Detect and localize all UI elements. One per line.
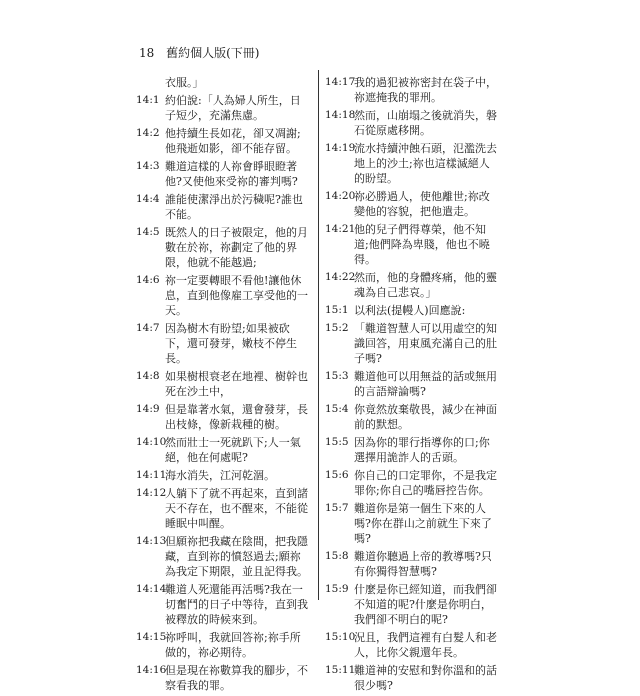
verse-line: 下，還可發芽，嫩枝不停生 bbox=[165, 337, 297, 350]
verse bbox=[325, 270, 503, 300]
verse-text bbox=[165, 534, 313, 579]
verse-number: 15:11 bbox=[325, 664, 356, 676]
verse-line: 得。 bbox=[354, 253, 376, 266]
verse bbox=[325, 189, 503, 219]
verse-number: 14:1 bbox=[136, 94, 160, 106]
verse-line: 他的兒子們得尊榮，他不知 bbox=[354, 223, 486, 236]
verse-number: 15:4 bbox=[325, 403, 349, 415]
verse-line: 況且，我們這裡有白髮人和老 bbox=[354, 631, 497, 644]
verse-number: 15:8 bbox=[325, 550, 349, 562]
verse-number: 14:2 bbox=[136, 127, 160, 139]
verse-line: 如果樹根衰老在地裡、樹幹也 bbox=[165, 370, 308, 383]
verse-line: 人，比你父親還年長。 bbox=[354, 646, 464, 659]
page-header bbox=[139, 46, 259, 60]
verse-line: 但願祢把我藏在陰間，把我隱 bbox=[165, 535, 308, 548]
verse-line: 罪你;你自己的嘴唇控告你。 bbox=[354, 484, 490, 497]
verse-line: 約伯說:「人為婦人所生，日 bbox=[165, 94, 301, 107]
verse-text bbox=[165, 435, 313, 465]
verse-line: 我的過犯被祢密封在袋子中， bbox=[354, 76, 497, 89]
verse-line: 為我定下期限，並且記得我。 bbox=[165, 565, 308, 578]
verse-number: 14:16 bbox=[136, 664, 167, 676]
verse bbox=[136, 402, 313, 432]
verse bbox=[136, 630, 313, 660]
verse bbox=[325, 222, 503, 267]
verse-text bbox=[354, 222, 503, 267]
verse-line: 因為你的罪行指導你的口;你 bbox=[354, 436, 490, 449]
verse-line: 「難道智慧人可以用虛空的知 bbox=[354, 322, 497, 335]
verse-text bbox=[354, 435, 503, 465]
verse-number: 14:9 bbox=[136, 403, 160, 415]
verse bbox=[136, 273, 313, 318]
verse-text bbox=[354, 303, 503, 318]
verse-line: 但是靠著水氣，還會發芽，長 bbox=[165, 403, 308, 416]
verse-text bbox=[354, 582, 503, 627]
verse-line: 絕，他在何處呢? bbox=[165, 451, 248, 464]
verse-number: 14:10 bbox=[136, 436, 167, 448]
verse-number: 14:13 bbox=[136, 535, 167, 547]
verse-line: 然而，山崩塌之後就消失，磐 bbox=[354, 109, 497, 122]
verse-line: 難道你是第一個生下來的人 bbox=[354, 502, 486, 515]
verse-number: 14:12 bbox=[136, 487, 167, 499]
verse-line: 變他的容貌，把他遣走。 bbox=[354, 205, 475, 218]
verse-line: 你自己的口定罪你，不是我定 bbox=[354, 469, 497, 482]
verse-line: 嗎?你在群山之前就生下來了 bbox=[354, 517, 492, 530]
left-column bbox=[136, 75, 313, 696]
verse-text bbox=[165, 225, 313, 270]
verse bbox=[136, 486, 313, 531]
verse-number: 14:14 bbox=[136, 583, 167, 595]
verse-line: 魂為自己悲哀。」 bbox=[354, 286, 437, 299]
verse-line: 祢呼叫，我就回答祢;祢手所 bbox=[165, 631, 301, 644]
verse-line: 子嗎? bbox=[354, 352, 382, 365]
verse-line: 道;他們降為卑賤，他也不曉 bbox=[354, 238, 490, 251]
verse-line: 祢一定要轉眼不看他!讓他休 bbox=[165, 274, 302, 287]
verse-line: 海水消失，江河乾涸。 bbox=[165, 469, 275, 482]
verse bbox=[325, 108, 503, 138]
verse-line: 天不存在，也不醒來，不能從 bbox=[165, 502, 308, 515]
running-title: 舊約個人版(下冊) bbox=[166, 46, 260, 60]
verse-line: 選擇用詭詐人的舌頭。 bbox=[354, 451, 464, 464]
verse-line: 藏，直到祢的憤怒過去;願祢 bbox=[165, 550, 301, 563]
verse-text bbox=[354, 75, 503, 105]
verse-text bbox=[354, 468, 503, 498]
verse-text bbox=[354, 402, 503, 432]
verse-line: 識回答，用東風充滿自己的肚 bbox=[354, 337, 497, 350]
verse-number: 14:21 bbox=[325, 223, 356, 235]
verse-line: 祢遮掩我的罪刑。 bbox=[354, 91, 442, 104]
verse-line: 衣服。」 bbox=[165, 76, 204, 89]
verse-line: 誰能使潔淨出於污穢呢?誰也 bbox=[165, 193, 303, 206]
verse bbox=[325, 303, 503, 318]
verse-line: 他?又使他來受祢的審判嗎? bbox=[165, 175, 298, 188]
verse-line: 前的默想。 bbox=[354, 418, 409, 431]
verse bbox=[136, 582, 313, 627]
verse-line: 長。 bbox=[165, 352, 187, 365]
verse-line: 做的，祢必期待。 bbox=[165, 646, 253, 659]
verse-line: 因為樹木有盼望;如果被砍 bbox=[165, 322, 290, 335]
verse-number: 14:7 bbox=[136, 322, 160, 334]
verse-number: 14:19 bbox=[325, 142, 356, 154]
verse-line: 既然人的日子被限定，他的月 bbox=[165, 226, 308, 239]
verse-line: 他飛逝如影，卻不能存留。 bbox=[165, 142, 297, 155]
verse bbox=[325, 630, 503, 660]
column-divider bbox=[318, 70, 319, 600]
verse bbox=[136, 369, 313, 399]
verse-number: 14:15 bbox=[136, 631, 167, 643]
verse-line: 以利法(提幔人)回應說: bbox=[354, 304, 466, 317]
verse-line: 有你獨得智慧嗎? bbox=[354, 565, 437, 578]
verse-line: 的盼望。 bbox=[354, 172, 398, 185]
verse-number: 15:3 bbox=[325, 370, 349, 382]
verse-line: 什麼是你已經知道，而我們卻 bbox=[354, 583, 497, 596]
verse-text bbox=[165, 630, 313, 660]
verse-line: 被釋放的時候來到。 bbox=[165, 613, 264, 626]
verse-text bbox=[354, 501, 503, 546]
verse-number: 15:1 bbox=[325, 304, 349, 316]
verse-line: 數在於祢，祢劃定了他的界 bbox=[165, 241, 297, 254]
verse-text bbox=[354, 321, 503, 366]
verse-number: 15:7 bbox=[325, 502, 349, 514]
verse-line: 的言語辯論嗎? bbox=[354, 385, 426, 398]
verse-line: 切奮鬥的日子中等待，直到我 bbox=[165, 598, 308, 611]
verse bbox=[136, 663, 313, 693]
verse-line: 很少嗎? bbox=[354, 679, 393, 692]
verse bbox=[136, 534, 313, 579]
verse-line: 死在沙土中， bbox=[165, 385, 231, 398]
verse-number: 14:5 bbox=[136, 226, 160, 238]
verse-line: 不能。 bbox=[165, 208, 198, 221]
verse-text bbox=[354, 108, 503, 138]
verse-text bbox=[165, 582, 313, 627]
verse-number: 14:6 bbox=[136, 274, 160, 286]
verse-line: 嗎? bbox=[354, 532, 371, 545]
verse-number: 15:6 bbox=[325, 469, 349, 481]
verse-number: 15:10 bbox=[325, 631, 356, 643]
verse-line: 睡眠中叫醒。 bbox=[165, 517, 231, 530]
verse bbox=[136, 159, 313, 189]
verse-line: 地上的沙土;祢也這樣滅絕人 bbox=[354, 157, 490, 170]
verse-number: 14:18 bbox=[325, 109, 356, 121]
verse-text bbox=[165, 93, 313, 123]
verse bbox=[325, 549, 503, 579]
verse-text bbox=[354, 663, 503, 693]
verse bbox=[136, 225, 313, 270]
verse bbox=[325, 663, 503, 693]
verse-text bbox=[354, 270, 503, 300]
verse bbox=[325, 402, 503, 432]
page-number: 18 bbox=[139, 46, 155, 60]
verse bbox=[325, 75, 503, 105]
verse-line: 子短少，充滿焦慮。 bbox=[165, 109, 264, 122]
verse-line: 難道你聽過上帝的教導嗎?只 bbox=[354, 550, 492, 563]
verse-line: 息，直到他像雇工享受他的一 bbox=[165, 289, 308, 302]
verse-line: 石從原處移開。 bbox=[354, 124, 431, 137]
verse-line: 然而壯士一死就趴下;人一氣 bbox=[165, 436, 301, 449]
verse-number: 14:20 bbox=[325, 190, 356, 202]
verse-line: 限，他就不能越過; bbox=[165, 256, 257, 269]
verse-text bbox=[165, 468, 313, 483]
verse bbox=[325, 468, 503, 498]
verse-line: 祢必勝過人，使他離世;祢改 bbox=[354, 190, 490, 203]
verse-line: 我們卻不明白的呢? bbox=[354, 613, 448, 626]
verse bbox=[136, 468, 313, 483]
verse-number: 14:22 bbox=[325, 271, 356, 283]
verse-text bbox=[165, 159, 313, 189]
verse-line: 但是現在祢數算我的腳步，不 bbox=[165, 664, 308, 677]
verse bbox=[325, 321, 503, 366]
verse-text bbox=[165, 402, 313, 432]
verse-number: 14:11 bbox=[136, 469, 167, 481]
verse-text bbox=[165, 369, 313, 399]
verse bbox=[136, 126, 313, 156]
right-column bbox=[325, 75, 503, 696]
verse bbox=[136, 192, 313, 222]
verse-text bbox=[165, 321, 313, 366]
verse-number: 14:4 bbox=[136, 193, 160, 205]
verse-text bbox=[165, 75, 313, 90]
verse-line: 他持續生長如花，卻又凋謝; bbox=[165, 127, 301, 140]
verse-text bbox=[354, 630, 503, 660]
verse-text bbox=[354, 189, 503, 219]
verse-line: 人躺下了就不再起來，直到諸 bbox=[165, 487, 308, 500]
verse-text bbox=[165, 663, 313, 693]
verse bbox=[325, 141, 503, 186]
verse bbox=[325, 582, 503, 627]
verse-text bbox=[354, 141, 503, 186]
verse-number: 14:3 bbox=[136, 160, 160, 172]
verse-text bbox=[354, 369, 503, 399]
verse-line: 然而，他的身體疼痛，他的靈 bbox=[354, 271, 497, 284]
verse-line: 不知道的呢?什麼是你明白， bbox=[354, 598, 492, 611]
verse-number: 14:17 bbox=[325, 76, 356, 88]
verse bbox=[325, 435, 503, 465]
verse-text bbox=[165, 486, 313, 531]
verse bbox=[136, 75, 313, 90]
verse bbox=[325, 369, 503, 399]
verse-line: 天。 bbox=[165, 304, 187, 317]
verse-line: 出枝條，像新栽種的樹。 bbox=[165, 418, 286, 431]
verse-line: 難道他可以用無益的話或無用 bbox=[354, 370, 497, 383]
verse-line: 難道這樣的人祢會睜眼瞪著 bbox=[165, 160, 297, 173]
verse-line: 察看我的罪。 bbox=[165, 679, 231, 692]
verse-number: 15:9 bbox=[325, 583, 349, 595]
verse-number: 15:5 bbox=[325, 436, 349, 448]
verse bbox=[136, 435, 313, 465]
verse bbox=[325, 501, 503, 546]
verse-text bbox=[165, 273, 313, 318]
verse-number: 14:8 bbox=[136, 370, 160, 382]
verse-number: 15:2 bbox=[325, 322, 349, 334]
verse bbox=[136, 93, 313, 123]
verse-line: 難道神的安慰和對你溫和的話 bbox=[354, 664, 497, 677]
verse-line: 流水持續沖蝕石頭，氾濫洗去 bbox=[354, 142, 497, 155]
verse-text bbox=[354, 549, 503, 579]
verse-text bbox=[165, 192, 313, 222]
verse-line: 你竟然放棄敬畏，減少在神面 bbox=[354, 403, 497, 416]
verse-line: 難道人死還能再活嗎?我在一 bbox=[165, 583, 303, 596]
verse bbox=[136, 321, 313, 366]
verse-text bbox=[165, 126, 313, 156]
